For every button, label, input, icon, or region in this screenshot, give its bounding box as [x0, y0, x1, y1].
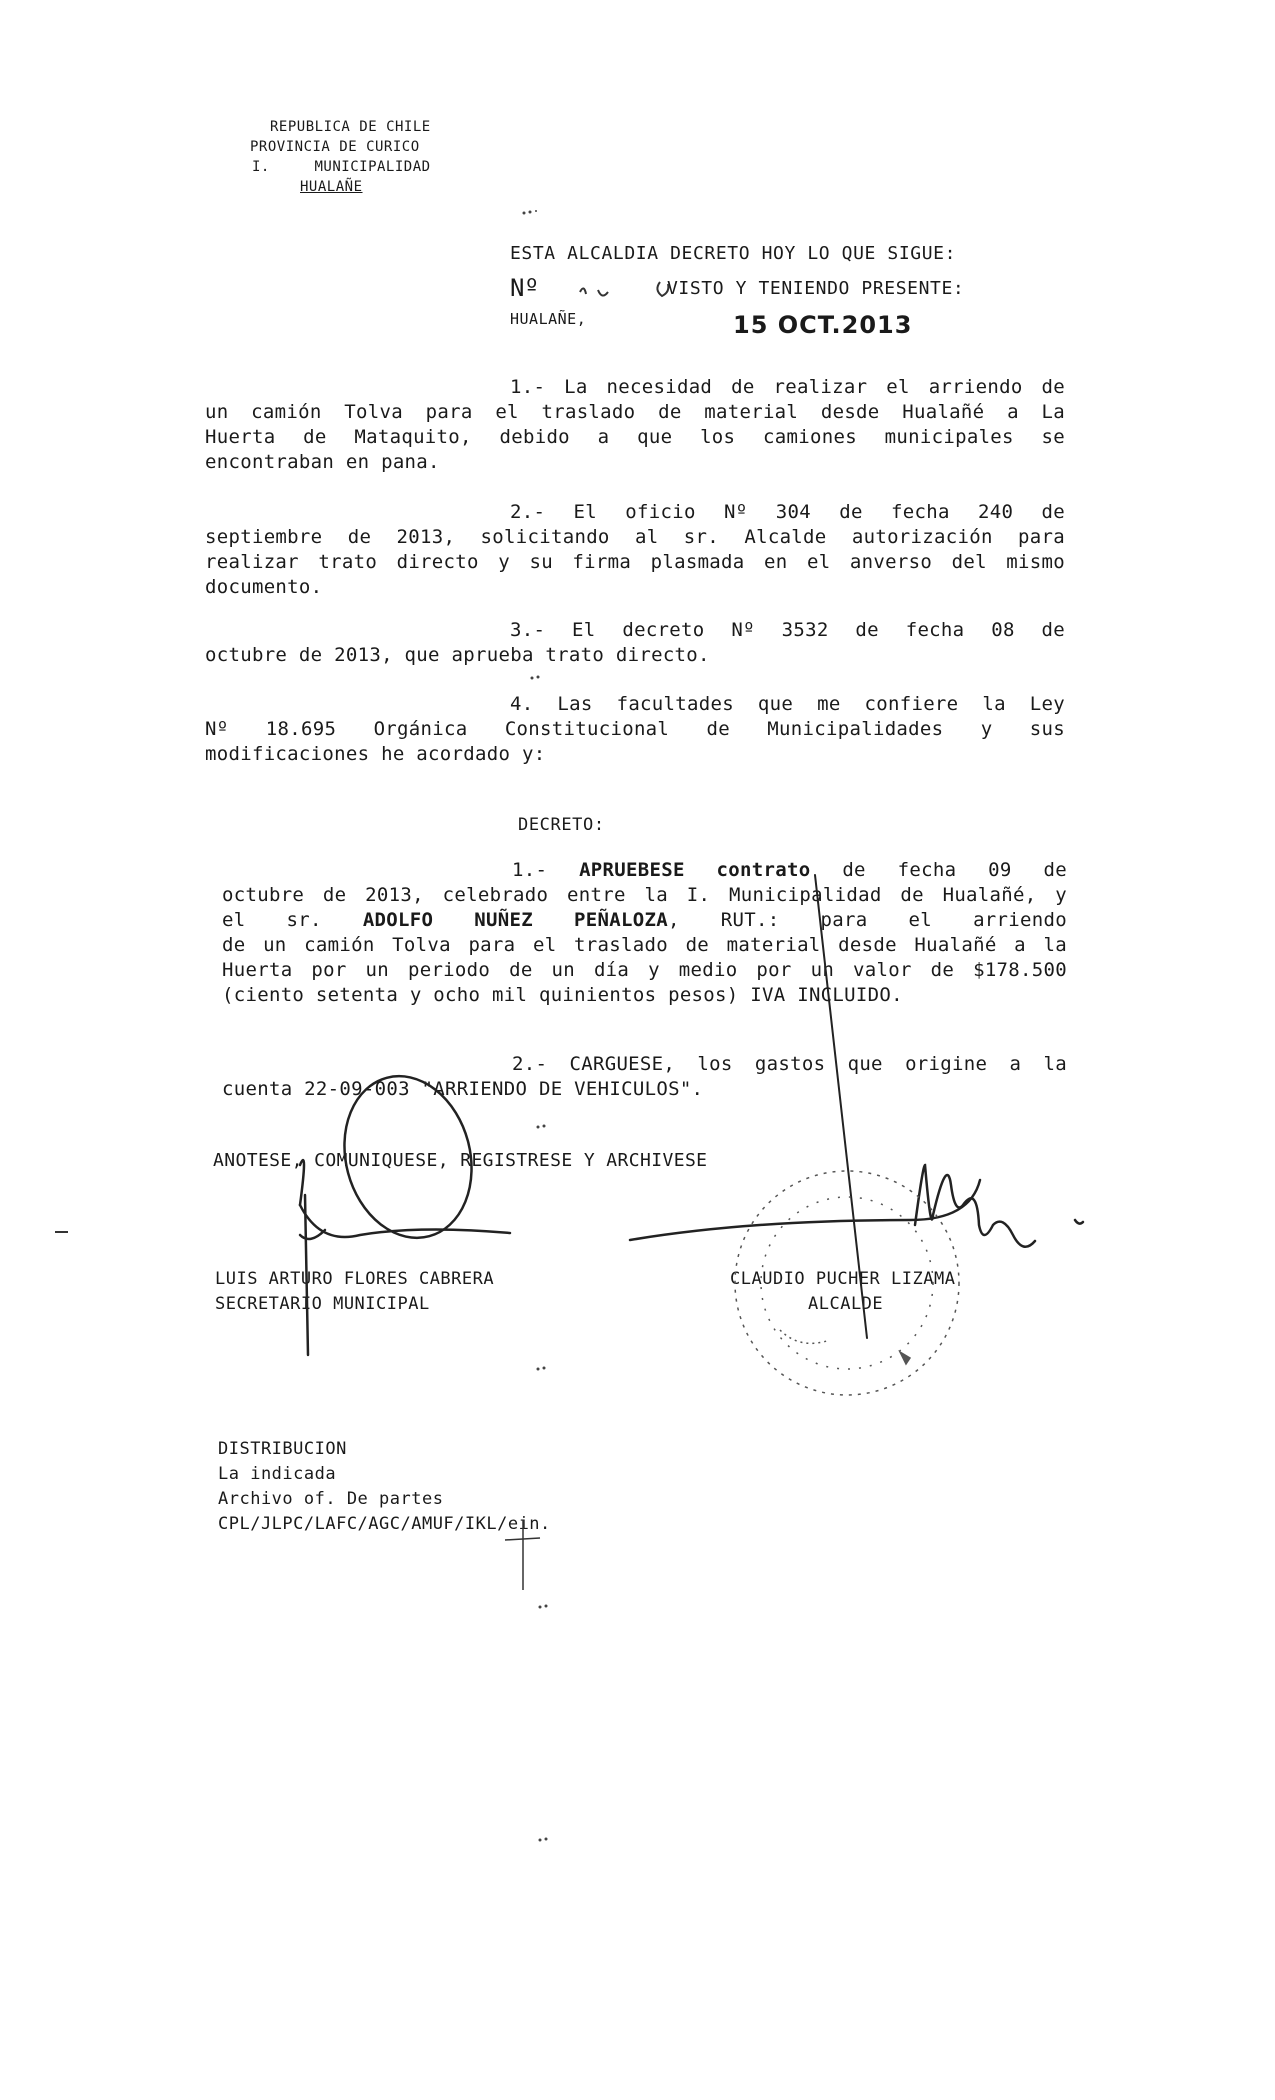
decreto-line: octubre de 2013, celebrado entre la I. Municipalidad de Hualañé, y	[222, 884, 1067, 906]
handwritten-number	[580, 282, 668, 296]
header-country: REPUBLICA DE CHILE	[270, 119, 431, 135]
considerando-line: Nº 18.695 Orgánica Constitucional de Municipalidades y sus	[205, 718, 1065, 740]
considerando-line: 4. Las facultades que me confiere la Ley	[510, 693, 1065, 715]
header-province: PROVINCIA DE CURICO	[250, 139, 420, 155]
considerando-line: octubre de 2013, que aprueba trato directo.	[205, 644, 710, 666]
considerando-line: encontraban en pana.	[205, 451, 440, 473]
decreto-line: de un camión Tolva para el traslado de material desde Hualañé a la	[222, 934, 1067, 956]
item-number: 1.-	[512, 859, 548, 881]
municipal-seal	[735, 1171, 959, 1395]
decree-number-label: Nº	[510, 274, 539, 302]
distribution-heading: DISTRIBUCION	[218, 1439, 347, 1459]
intro-line: ESTA ALCALDIA DECRETO HOY LO QUE SIGUE:	[510, 243, 957, 264]
considerando-line: 1.- La necesidad de realizar el arriendo de	[510, 376, 1065, 398]
distribution-line: CPL/JLPC/LAFC/AGC/AMUF/IKL/ein.	[218, 1514, 551, 1534]
approve-label: APRUEBESE contrato	[579, 859, 811, 881]
mayor-title: ALCALDE	[808, 1294, 884, 1314]
header-city: HUALAÑE	[300, 179, 363, 195]
considerando-line: documento.	[205, 576, 323, 598]
distribution-line: La indicada	[218, 1464, 337, 1484]
distribution-line: Archivo of. De partes	[218, 1489, 444, 1509]
contractor-name: ADOLFO NUÑEZ PEÑALOZA	[362, 909, 668, 931]
decreto-line: 2.- CARGUESE, los gastos que origine a la	[512, 1053, 1067, 1075]
considerando-line: Huerta de Mataquito, debido a que los camiones municipales se	[205, 426, 1065, 448]
visto-line: VISTO Y TENIENDO PRESENTE:	[667, 278, 965, 299]
considerando-line: realizar trato directo y su firma plasmada en el anverso del mismo	[205, 551, 1065, 573]
mayor-name: CLAUDIO PUCHER LIZAMA	[730, 1269, 956, 1289]
considerando-line: 3.- El decreto Nº 3532 de fecha 08 de	[510, 619, 1065, 641]
purpose-text: para el arriendo	[820, 909, 1067, 931]
considerando-line: septiembre de 2013, solicitando al sr. Alcalde autorización para	[205, 526, 1065, 548]
secretary-title: SECRETARIO MUNICIPAL	[215, 1294, 430, 1314]
closing-formula: ANOTESE, COMUNIQUESE, REGISTRESE Y ARCHIVESE	[213, 1150, 708, 1171]
decreto-heading: DECRETO:	[518, 815, 605, 835]
scan-specks	[523, 210, 548, 1842]
rut-label: , RUT.:	[667, 909, 780, 931]
initials-mark	[505, 1520, 540, 1590]
considerando-line: modificaciones he acordado y:	[205, 743, 546, 765]
place-label: HUALAÑE,	[510, 310, 587, 328]
date-stamp: 15 OCT.2013	[733, 311, 913, 339]
decreto-line: (ciento setenta y ocho mil quinientos pesos) IVA INCLUIDO.	[222, 984, 903, 1006]
header-municipality: I. MUNICIPALIDAD	[252, 159, 431, 175]
text-sr: el sr.	[222, 909, 322, 931]
date-text: de fecha 09 de	[842, 859, 1067, 881]
decreto-line: cuenta 22-09-003 "ARRIENDO DE VEHICULOS".	[222, 1078, 704, 1100]
secretary-signature	[300, 1062, 510, 1355]
secretary-name: LUIS ARTURO FLORES CABRERA	[215, 1269, 495, 1289]
considerando-line: 2.- El oficio Nº 304 de fecha 240 de	[510, 501, 1065, 523]
considerando-line: un camión Tolva para el traslado de material desde Hualañé a La	[205, 401, 1065, 423]
decreto-line: Huerta por un periodo de un día y medio por un valor de $178.500	[222, 959, 1067, 981]
mayor-signature	[630, 875, 1083, 1338]
